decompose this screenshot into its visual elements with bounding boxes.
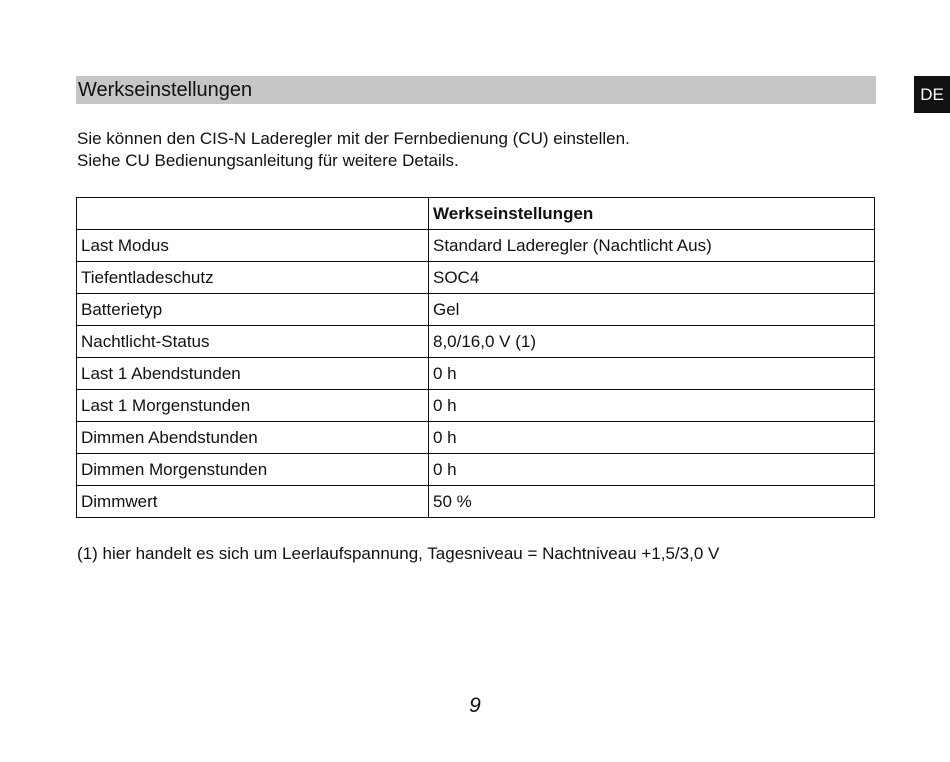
setting-name: Tiefentladeschutz (77, 262, 429, 294)
section-header-bar (76, 76, 876, 104)
setting-name: Last 1 Abendstunden (77, 358, 429, 390)
setting-name: Batterietyp (77, 294, 429, 326)
settings-table (76, 197, 875, 518)
setting-name: Nachtlicht-Status (77, 326, 429, 358)
setting-value: 8,0/16,0 V (1) (429, 326, 875, 358)
setting-name: Dimmwert (77, 486, 429, 518)
table-header-row (77, 198, 875, 230)
setting-name: Dimmen Morgenstunden (77, 454, 429, 486)
setting-value: Gel (429, 294, 875, 326)
table-row (77, 390, 875, 422)
table-row (77, 422, 875, 454)
table-row (77, 358, 875, 390)
table-row (77, 294, 875, 326)
table-row (77, 230, 875, 262)
table-row (77, 326, 875, 358)
setting-value: 0 h (429, 422, 875, 454)
table-row (77, 262, 875, 294)
setting-value: 0 h (429, 358, 875, 390)
table-row (77, 486, 875, 518)
table-header-empty (77, 198, 429, 230)
intro-line-2: Siehe CU Bedienungsanleitung für weitere Details. (77, 151, 459, 170)
table-row (77, 454, 875, 486)
setting-name: Last Modus (77, 230, 429, 262)
table-header-werkseinstellungen: Werkseinstellungen (429, 198, 875, 230)
setting-value: 0 h (429, 454, 875, 486)
intro-text (77, 128, 630, 172)
footnote: (1) hier handelt es sich um Leerlaufspannung, Tagesniveau = Nachtniveau +1,5/3,0 V (77, 544, 720, 563)
language-tab: DE (914, 76, 950, 113)
setting-value: 0 h (429, 390, 875, 422)
section-title: Werkseinstellungen (78, 79, 253, 101)
setting-name: Last 1 Morgenstunden (77, 390, 429, 422)
intro-line-1: Sie können den CIS-N Laderegler mit der Fernbedienung (CU) einstellen. (77, 129, 630, 148)
setting-value: SOC4 (429, 262, 875, 294)
setting-value: 50 % (429, 486, 875, 518)
setting-value: Standard Laderegler (Nachtlicht Aus) (429, 230, 875, 262)
setting-name: Dimmen Abendstunden (77, 422, 429, 454)
page-number: 9 (469, 694, 481, 717)
